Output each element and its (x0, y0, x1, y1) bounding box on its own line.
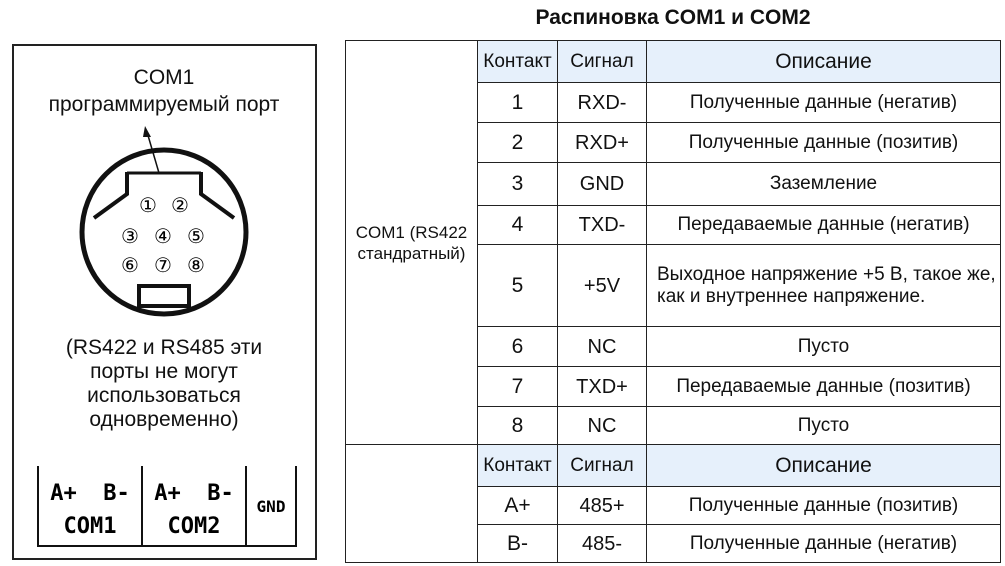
port-title-line2: программируемый порт (48, 93, 280, 116)
pin-4: ④ (154, 224, 172, 248)
cell-signal: NC (558, 407, 647, 445)
rs485-group-blank (346, 445, 478, 563)
header-signal: Сигнал (558, 445, 647, 487)
header-signal: Сигнал (558, 41, 647, 83)
header-contact: Контакт (478, 445, 558, 487)
pin-3: ③ (121, 224, 139, 248)
gnd-label: GND (256, 497, 286, 516)
cell-contact: B- (478, 525, 558, 563)
port-title-line1: COM1 (133, 66, 195, 89)
note-line-1: (RS422 и RS485 эти (65, 336, 263, 359)
cell-contact: 5 (478, 245, 558, 327)
header-description: Описание (647, 41, 1001, 83)
cell-contact: 4 (478, 206, 558, 245)
cell-contact: 2 (478, 123, 558, 163)
com1-label: COM1 (63, 514, 117, 539)
cell-signal: 485+ (558, 487, 647, 525)
com2-signals: A+ B- (154, 481, 234, 506)
cell-description: Заземление (647, 163, 1001, 206)
header-contact: Контакт (478, 41, 558, 83)
cell-description: Пусто (647, 407, 1001, 445)
cell-contact: A+ (478, 487, 558, 525)
cell-signal: RXD+ (558, 123, 647, 163)
pin-7: ⑦ (154, 253, 172, 277)
terminal-block-diagram (14, 46, 317, 558)
pinout-table (345, 40, 1001, 563)
connector-panel (12, 44, 317, 560)
cell-description: Полученные данные (позитив) (647, 487, 1001, 525)
cell-description: Передаваемые данные (негатив) (647, 206, 1001, 245)
pin-1: ① (139, 193, 157, 217)
note-line-4: одновременно) (89, 408, 239, 431)
cell-contact: 7 (478, 367, 558, 407)
cell-signal: TXD- (558, 206, 647, 245)
com1-signals: A+ B- (50, 481, 130, 506)
pin-6: ⑥ (121, 253, 139, 277)
pin-5: ⑤ (187, 224, 205, 248)
cell-signal: RXD- (558, 83, 647, 123)
cell-description: Пусто (647, 327, 1001, 367)
cell-description: Полученные данные (негатив) (647, 83, 1001, 123)
page-title: Распиновка COM1 и COM2 (535, 6, 811, 29)
com1-group-label: COM1 (RS422 стандратный) (346, 41, 478, 445)
note-line-2: порты не могут (90, 360, 238, 383)
cell-contact: 6 (478, 327, 558, 367)
cell-description: Выходное напряжение +5 В, такое же, как и внутреннее напряжение. (647, 245, 1001, 327)
cell-contact: 8 (478, 407, 558, 445)
cell-signal: +5V (558, 245, 647, 327)
cell-description: Полученные данные (позитив) (647, 123, 1001, 163)
cell-signal: GND (558, 163, 647, 206)
cell-contact: 3 (478, 163, 558, 206)
cell-signal: 485- (558, 525, 647, 563)
header-description: Описание (647, 445, 1001, 487)
cell-description: Передаваемые данные (позитив) (647, 367, 1001, 407)
cell-signal: NC (558, 327, 647, 367)
note-line-3: использоваться (87, 384, 241, 407)
pin-8: ⑧ (187, 253, 205, 277)
cell-signal: TXD+ (558, 367, 647, 407)
pin-2: ② (171, 193, 189, 217)
cell-contact: 1 (478, 83, 558, 123)
com2-label: COM2 (167, 514, 221, 539)
table-header-row (346, 41, 1001, 83)
cell-description: Полученные данные (негатив) (647, 525, 1001, 563)
table-header-row-2 (346, 445, 1001, 487)
